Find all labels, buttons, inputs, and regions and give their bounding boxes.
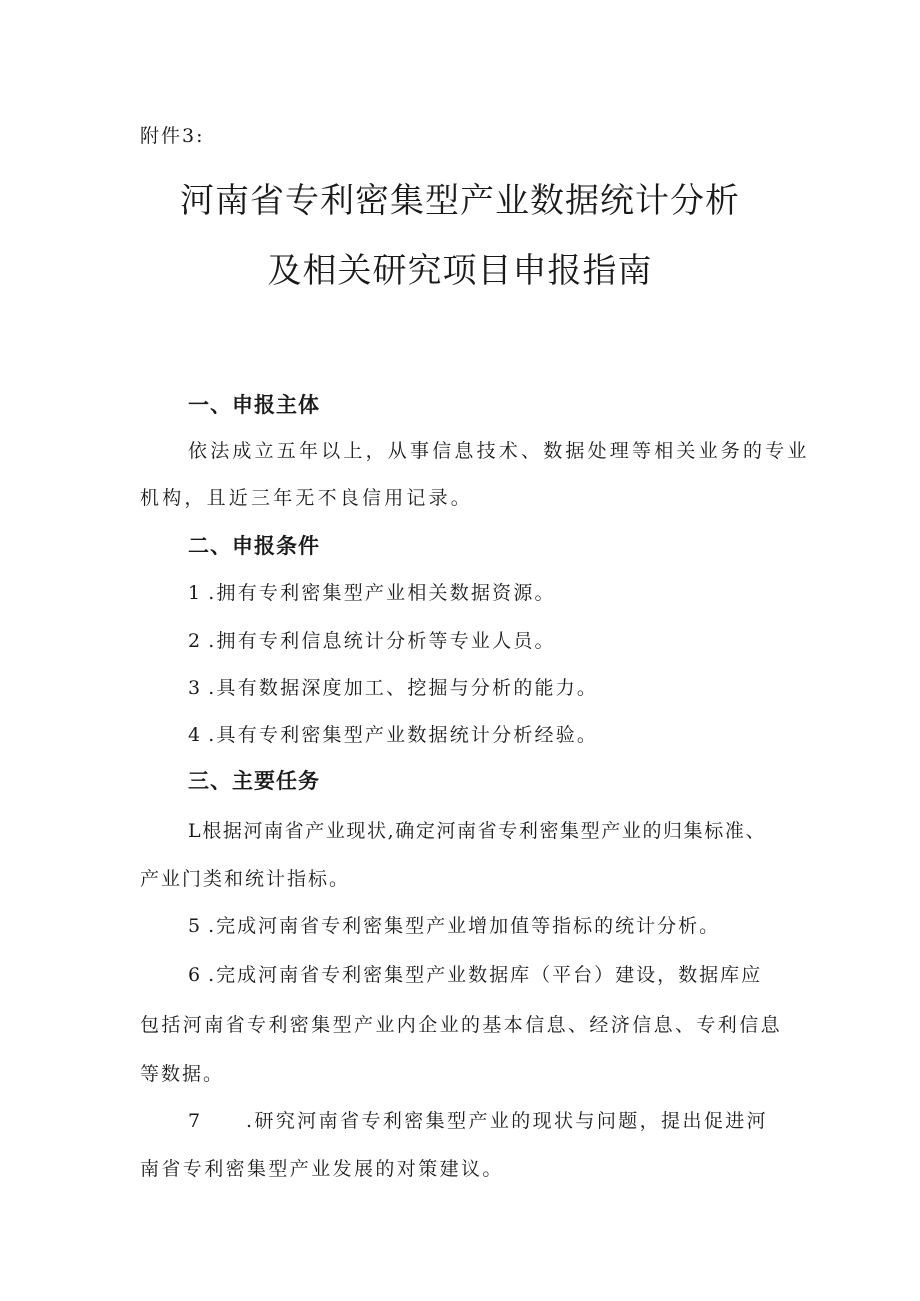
document-title-line-1: 河南省专利密集型产业数据统计分析 (180, 181, 740, 221)
attachment-label: 附件3: (140, 125, 205, 147)
list-item-text: .具有数据深度加工、挖掘与分析的能力。 (208, 677, 599, 699)
list-item (188, 961, 762, 989)
list-item-number: 3 (188, 677, 203, 699)
paragraph-line: 等数据。 (140, 1063, 225, 1085)
list-item (188, 627, 556, 655)
list-item (188, 674, 598, 702)
list-item-number: 7 (188, 1110, 203, 1132)
list-item-number: 4 (188, 724, 203, 746)
list-item-number: 5 (188, 915, 203, 937)
paragraph-line: 包括河南省专利密集型产业内企业的基本信息、经济信息、专利信息 (140, 1014, 783, 1036)
list-item-text: .完成河南省专利密集型产业增加值等指标的统计分析。 (208, 915, 721, 937)
paragraph-line: 南省专利密集型产业发展的对策建议。 (140, 1158, 504, 1180)
paragraph-line: 产业门类和统计指标。 (140, 868, 351, 890)
section-heading-tasks: 三、主要任务 (188, 769, 320, 793)
document-title-line-2: 及相关研究项目申报指南 (267, 251, 653, 291)
list-item-number: 1 (188, 582, 203, 604)
list-item-text: .拥有专利密集型产业相关数据资源。 (208, 582, 556, 604)
list-item-text: .完成河南省专利密集型产业数据库（平台）建设，数据库应 (208, 964, 763, 986)
list-item-text: .研究河南省专利密集型产业的现状与问题，提出促进河 (246, 1110, 769, 1132)
list-item-text: .具有专利密集型产业数据统计分析经验。 (208, 724, 599, 746)
list-item (188, 1107, 768, 1135)
section-heading-conditions: 二、申报条件 (188, 534, 320, 558)
list-item (188, 912, 720, 940)
paragraph-line: 机构，且近三年无不良信用记录。 (140, 487, 474, 509)
list-item (188, 579, 556, 607)
paragraph-line: L根据河南省产业现状,确定河南省专利密集型产业的归集标准、 (188, 820, 767, 842)
list-item-number: 6 (188, 964, 203, 986)
list-item (188, 721, 598, 749)
list-item-number: 2 (188, 630, 203, 652)
section-heading-applicant: 一、申报主体 (188, 393, 320, 417)
paragraph-line: 依法成立五年以上，从事信息技术、数据处理等相关业务的专业 (188, 440, 810, 462)
list-item-text: .拥有专利信息统计分析等专业人员。 (208, 630, 556, 652)
